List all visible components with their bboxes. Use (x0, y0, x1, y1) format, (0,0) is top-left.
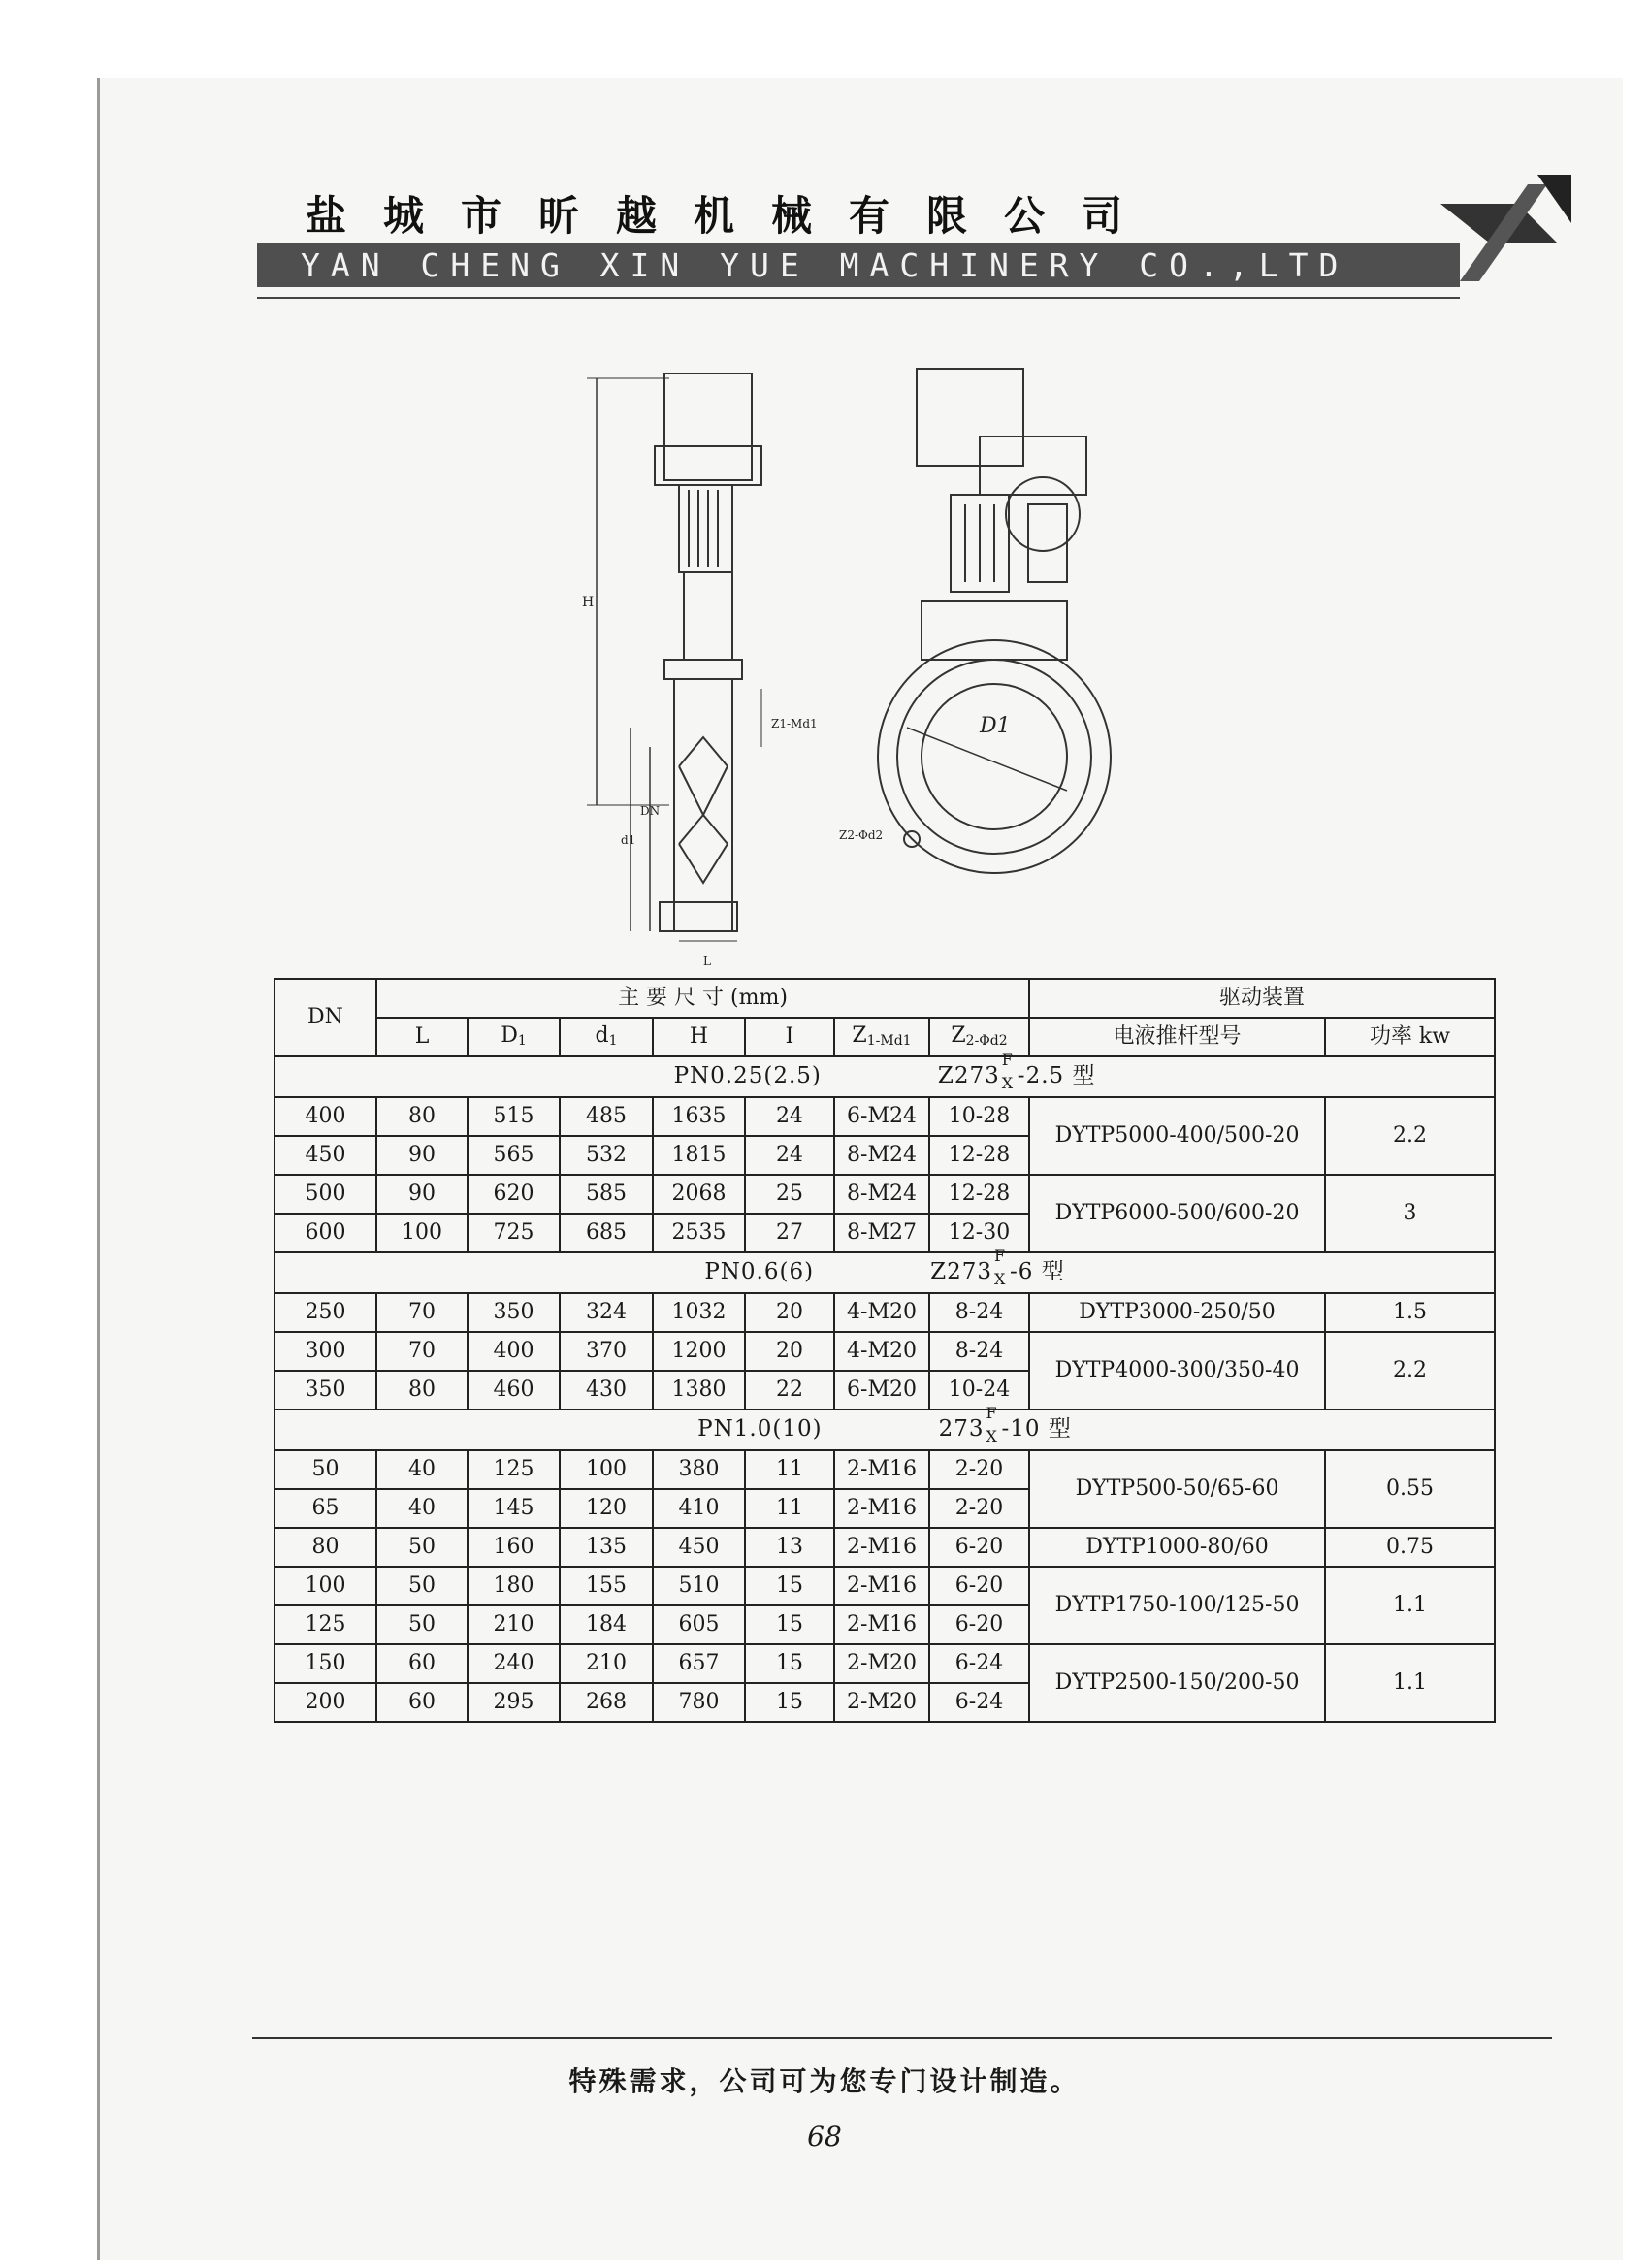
cell-l: 90 (376, 1175, 468, 1214)
cell-i: 13 (745, 1528, 834, 1567)
cell-d1: 268 (560, 1683, 653, 1722)
cell-dn: 200 (275, 1683, 376, 1722)
cell-z1: 2-M16 (834, 1605, 929, 1644)
cell-i: 25 (745, 1175, 834, 1214)
cell-i: 24 (745, 1136, 834, 1175)
valve-side-view (582, 373, 818, 968)
cell-z1: 2-M20 (834, 1644, 929, 1683)
cell-d1: 585 (560, 1175, 653, 1214)
cell-actuator-model: DYTP2500-150/200-50 (1029, 1644, 1325, 1722)
cell-d1: 350 (468, 1293, 560, 1332)
cell-d1: 125 (468, 1450, 560, 1489)
cell-d1: 135 (560, 1528, 653, 1567)
cell-l: 60 (376, 1683, 468, 1722)
cell-power: 1.1 (1325, 1644, 1495, 1722)
cell-i: 15 (745, 1683, 834, 1722)
header-main-dims: 主 要 尺 寸 (mm) (376, 979, 1029, 1018)
valve-front-view (839, 369, 1111, 873)
cell-h: 510 (653, 1567, 745, 1605)
cell-h: 380 (653, 1450, 745, 1489)
cell-z2: 2-20 (929, 1489, 1029, 1528)
company-name-cn: 盐城市昕越机械有限公司 (306, 192, 1160, 240)
cell-actuator-model: DYTP1000-80/60 (1029, 1528, 1325, 1567)
cell-z2: 6-20 (929, 1528, 1029, 1567)
section-header: PN0.25(2.5) Z273 F X -2.5 型 (275, 1056, 1495, 1097)
cell-h: 410 (653, 1489, 745, 1528)
label-d1: d1 (621, 833, 636, 847)
table-row (275, 1175, 1495, 1214)
label-D1: D1 (980, 714, 1011, 738)
cell-d1: 295 (468, 1683, 560, 1722)
cell-dn: 80 (275, 1528, 376, 1567)
cell-power: 3 (1325, 1175, 1495, 1252)
cell-d1: 324 (560, 1293, 653, 1332)
cell-power: 1.5 (1325, 1293, 1495, 1332)
cell-d1: 100 (560, 1450, 653, 1489)
cell-z2: 8-24 (929, 1293, 1029, 1332)
cell-l: 100 (376, 1214, 468, 1252)
cell-z1: 4-M20 (834, 1293, 929, 1332)
cell-h: 1380 (653, 1371, 745, 1409)
cell-d1: 430 (560, 1371, 653, 1409)
company-header (160, 107, 1576, 291)
table-row (275, 1567, 1495, 1605)
label-z1md1: Z1-Md1 (771, 717, 818, 730)
cell-d1: 565 (468, 1136, 560, 1175)
cell-z1: 8-M24 (834, 1136, 929, 1175)
cell-h: 2068 (653, 1175, 745, 1214)
table-row (275, 1644, 1495, 1683)
cell-h: 1635 (653, 1097, 745, 1136)
cell-d1: 685 (560, 1214, 653, 1252)
cell-d1: 210 (560, 1644, 653, 1683)
cell-d1: 532 (560, 1136, 653, 1175)
cell-i: 15 (745, 1605, 834, 1644)
header-drive: 驱动装置 (1029, 979, 1495, 1018)
cell-d1: 515 (468, 1097, 560, 1136)
cell-l: 50 (376, 1605, 468, 1644)
label-H: H (582, 595, 595, 610)
cell-z2: 6-20 (929, 1605, 1029, 1644)
cell-l: 80 (376, 1097, 468, 1136)
table-row (275, 1097, 1495, 1136)
cell-actuator-model: DYTP3000-250/50 (1029, 1293, 1325, 1332)
cell-actuator-model: DYTP5000-400/500-20 (1029, 1097, 1325, 1175)
table-row (275, 1332, 1495, 1371)
cell-dn: 100 (275, 1567, 376, 1605)
cell-l: 40 (376, 1450, 468, 1489)
fx-mark: F X (1001, 1051, 1015, 1093)
cell-z1: 2-M20 (834, 1683, 929, 1722)
cell-l: 60 (376, 1644, 468, 1683)
cell-l: 70 (376, 1332, 468, 1371)
cell-d1: 485 (560, 1097, 653, 1136)
section-header: PN1.0(10) 273 F X -10 型 (275, 1409, 1495, 1450)
col-Z2-d2: $Z_{2-\Phi d2}$ (929, 1018, 1029, 1056)
cell-z1: 2-M16 (834, 1567, 929, 1605)
fx-mark: F X (986, 1404, 998, 1446)
col-Z1-Md1: $Z_{1-Md1}$ (834, 1018, 929, 1056)
cell-d1: 120 (560, 1489, 653, 1528)
cell-dn: 400 (275, 1097, 376, 1136)
cell-d1: 240 (468, 1644, 560, 1683)
cell-d1: 400 (468, 1332, 560, 1371)
cell-h: 1032 (653, 1293, 745, 1332)
cell-d1: 180 (468, 1567, 560, 1605)
cell-i: 11 (745, 1489, 834, 1528)
cell-i: 20 (745, 1332, 834, 1371)
cell-dn: 125 (275, 1605, 376, 1644)
table-row (275, 1293, 1495, 1332)
cell-d1: 184 (560, 1605, 653, 1644)
cell-dn: 300 (275, 1332, 376, 1371)
cell-i: 22 (745, 1371, 834, 1409)
valve-drawing (543, 359, 1222, 968)
cell-i: 15 (745, 1644, 834, 1683)
cell-l: 50 (376, 1567, 468, 1605)
cell-z2: 12-28 (929, 1175, 1029, 1214)
cell-dn: 250 (275, 1293, 376, 1332)
cell-power: 2.2 (1325, 1332, 1495, 1409)
cell-h: 450 (653, 1528, 745, 1567)
cell-h: 657 (653, 1644, 745, 1683)
cell-h: 1200 (653, 1332, 745, 1371)
cell-z1: 6-M24 (834, 1097, 929, 1136)
cell-i: 20 (745, 1293, 834, 1332)
label-z2d2: Z2-Φd2 (839, 828, 884, 842)
page-number: 68 (807, 2121, 842, 2153)
label-dn: DN (640, 804, 661, 818)
cell-z2: 10-28 (929, 1097, 1029, 1136)
cell-z2: 6-24 (929, 1683, 1029, 1722)
cell-i: 11 (745, 1450, 834, 1489)
cell-z2: 12-30 (929, 1214, 1029, 1252)
section-header: PN0.6(6) Z273 F X -6 型 (275, 1252, 1495, 1293)
cell-z1: 2-M16 (834, 1450, 929, 1489)
cell-z2: 12-28 (929, 1136, 1029, 1175)
cell-power: 0.55 (1325, 1450, 1495, 1528)
cell-actuator-model: DYTP500-50/65-60 (1029, 1450, 1325, 1528)
cell-d1: 620 (468, 1175, 560, 1214)
cell-z1: 8-M27 (834, 1214, 929, 1252)
cell-d1: 370 (560, 1332, 653, 1371)
table-row (275, 1528, 1495, 1567)
cell-h: 1815 (653, 1136, 745, 1175)
cell-h: 780 (653, 1683, 745, 1722)
company-name-band (257, 243, 1460, 287)
label-l: L (703, 955, 711, 968)
cell-power: 1.1 (1325, 1567, 1495, 1644)
cell-z1: 4-M20 (834, 1332, 929, 1371)
col-D1: $D_1$ (468, 1018, 560, 1056)
cell-l: 50 (376, 1528, 468, 1567)
cell-z1: 6-M20 (834, 1371, 929, 1409)
cell-d1: 145 (468, 1489, 560, 1528)
cell-h: 605 (653, 1605, 745, 1644)
cell-l: 90 (376, 1136, 468, 1175)
table-row (275, 1450, 1495, 1489)
cell-l: 40 (376, 1489, 468, 1528)
cell-l: 80 (376, 1371, 468, 1409)
col-I: I (745, 1018, 834, 1056)
col-power: 功率 kw (1325, 1018, 1495, 1056)
cell-l: 70 (376, 1293, 468, 1332)
footer-rule (252, 2037, 1552, 2039)
cell-z1: 8-M24 (834, 1175, 929, 1214)
cell-d1: 725 (468, 1214, 560, 1252)
cell-actuator-model: DYTP6000-500/600-20 (1029, 1175, 1325, 1252)
header-rule (257, 297, 1460, 299)
col-actuator: 电液推杆型号 (1029, 1018, 1325, 1056)
cell-d1: 160 (468, 1528, 560, 1567)
cell-dn: 65 (275, 1489, 376, 1528)
header-dn: DN (275, 979, 376, 1056)
col-H: H (653, 1018, 745, 1056)
cell-z2: 6-24 (929, 1644, 1029, 1683)
cell-i: 24 (745, 1097, 834, 1136)
cell-z1: 2-M16 (834, 1489, 929, 1528)
cell-z2: 8-24 (929, 1332, 1029, 1371)
company-logo-icon (1431, 165, 1576, 301)
fx-mark: F X (993, 1247, 1007, 1289)
cell-power: 0.75 (1325, 1528, 1495, 1567)
footer-slogan: 特殊需求，公司可为您专门设计制造。 (568, 2065, 1081, 2097)
cell-z1: 2-M16 (834, 1528, 929, 1567)
cell-i: 15 (745, 1567, 834, 1605)
cell-dn: 150 (275, 1644, 376, 1683)
cell-d1: 460 (468, 1371, 560, 1409)
cell-h: 2535 (653, 1214, 745, 1252)
cell-dn: 600 (275, 1214, 376, 1252)
cell-power: 2.2 (1325, 1097, 1495, 1175)
cell-dn: 50 (275, 1450, 376, 1489)
col-d1: $d_1$ (560, 1018, 653, 1056)
cell-i: 27 (745, 1214, 834, 1252)
cell-z2: 2-20 (929, 1450, 1029, 1489)
company-name-en: YAN CHENG XIN YUE MACHINERY CO.,LTD (301, 246, 1349, 284)
col-L: L (376, 1018, 468, 1056)
cell-dn: 450 (275, 1136, 376, 1175)
cell-actuator-model: DYTP1750-100/125-50 (1029, 1567, 1325, 1644)
cell-dn: 500 (275, 1175, 376, 1214)
cell-actuator-model: DYTP4000-300/350-40 (1029, 1332, 1325, 1409)
spec-table (274, 978, 1496, 1723)
cell-z2: 6-20 (929, 1567, 1029, 1605)
cell-d1: 155 (560, 1567, 653, 1605)
cell-d1: 210 (468, 1605, 560, 1644)
cell-dn: 350 (275, 1371, 376, 1409)
cell-z2: 10-24 (929, 1371, 1029, 1409)
